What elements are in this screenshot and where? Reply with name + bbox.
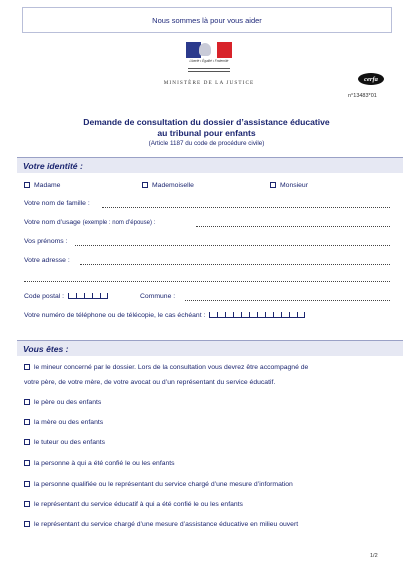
marianne-icon	[199, 43, 211, 56]
civility-mademoiselle[interactable]	[142, 182, 194, 189]
section-you-are-title: Vous êtes :	[23, 343, 69, 354]
role-qualified-person-label: la personne qualifiée ou le représentant du service chargé d’une mesure d’information	[34, 481, 293, 488]
role-guardian-label: le tuteur ou des enfants	[34, 439, 106, 446]
first-names-label: Vos prénoms :	[24, 238, 68, 245]
role-mother-label: la mère ou des enfants	[34, 419, 104, 426]
phone-boxes[interactable]	[209, 312, 305, 318]
phone-text: Votre numéro de téléphone ou de télécopie, le cas échéant :	[24, 312, 206, 319]
checkbox-icon[interactable]	[24, 481, 30, 487]
role-custodian[interactable]	[24, 460, 175, 467]
role-custodian-label: la personne à qui a été confié le ou les enfants	[34, 460, 175, 467]
cerfa-logo	[358, 73, 384, 85]
checkbox-icon[interactable]	[24, 439, 30, 445]
role-minor-continued: votre père, de votre mère, de votre avocat ou d’un représentant du service éducatif.	[24, 379, 276, 386]
usage-name-label	[24, 219, 155, 226]
role-father-label: le père ou des enfants	[34, 399, 102, 406]
city-field[interactable]	[185, 300, 390, 301]
cerfa-mark: cerfa	[364, 75, 378, 83]
checkbox-icon[interactable]	[270, 182, 276, 188]
form-subtitle: (Article 1187 du code de procédure civile)	[148, 140, 265, 147]
role-open-environment-service-label: le représentant du service chargé d’une mesure d’assistance éducative en milieu ouvert	[34, 521, 299, 528]
logo-motto: Liberté • Égalité • Fraternité	[189, 59, 229, 63]
postal-code-text: Code postal :	[24, 293, 65, 300]
usage-name-text: Votre nom d’usage	[24, 219, 81, 226]
cerfa-number: n°13483*01	[348, 93, 377, 99]
civility-monsieur-label: Monsieur	[280, 182, 308, 189]
family-name-field[interactable]	[102, 207, 390, 208]
city-label: Commune :	[140, 293, 176, 300]
role-guardian[interactable]	[24, 439, 105, 446]
usage-name-field[interactable]	[196, 226, 390, 227]
civility-madame-label: Madame	[34, 182, 61, 189]
checkbox-icon[interactable]	[24, 521, 30, 527]
address-field[interactable]	[80, 264, 390, 265]
section-you-are-heading	[17, 340, 403, 356]
role-mother[interactable]	[24, 419, 103, 426]
checkbox-icon[interactable]	[24, 419, 30, 425]
form-title-line-1: Demande de consultation du dossier d’assistance éducative	[83, 117, 330, 127]
first-names-field[interactable]	[75, 245, 390, 246]
checkbox-icon[interactable]	[24, 182, 30, 188]
role-minor[interactable]	[24, 364, 308, 371]
civility-madame[interactable]	[24, 182, 60, 189]
address-field-line-2[interactable]	[24, 281, 390, 282]
postal-code-label	[24, 293, 108, 300]
civility-mademoiselle-label: Mademoiselle	[152, 182, 194, 189]
role-open-environment-service[interactable]	[24, 521, 298, 528]
phone-label	[24, 312, 305, 319]
checkbox-icon[interactable]	[24, 501, 30, 507]
logo-rf-band	[188, 68, 230, 72]
address-label: Votre adresse :	[24, 257, 70, 264]
role-educational-service[interactable]	[24, 501, 243, 508]
checkbox-icon[interactable]	[24, 460, 30, 466]
checkbox-icon[interactable]	[24, 399, 30, 405]
civility-monsieur[interactable]	[270, 182, 308, 189]
form-title-line-2: au tribunal pour enfants	[157, 128, 256, 138]
section-identity-title: Votre identité :	[23, 160, 83, 171]
ministry-name: MINISTÈRE DE LA JUSTICE	[163, 80, 255, 86]
role-educational-service-label: le représentant du service éducatif à qui a été confié le ou les enfants	[34, 501, 243, 508]
postal-code-boxes[interactable]	[68, 293, 108, 299]
page-number: 1/2	[370, 553, 378, 559]
checkbox-icon[interactable]	[24, 364, 30, 370]
role-minor-label: le mineur concerné par le dossier. Lors de la consultation vous devrez être accompagné de	[34, 364, 309, 371]
help-banner-text: Nous sommes là pour vous aider	[152, 15, 262, 25]
checkbox-icon[interactable]	[142, 182, 148, 188]
section-identity-heading	[17, 157, 403, 173]
family-name-label: Votre nom de famille :	[24, 200, 90, 207]
ministry-logo	[150, 42, 268, 90]
usage-name-hint: (exemple : nom d’épouse) :	[82, 220, 156, 226]
role-qualified-person[interactable]	[24, 481, 293, 488]
help-banner	[22, 7, 392, 33]
role-father[interactable]	[24, 399, 101, 406]
